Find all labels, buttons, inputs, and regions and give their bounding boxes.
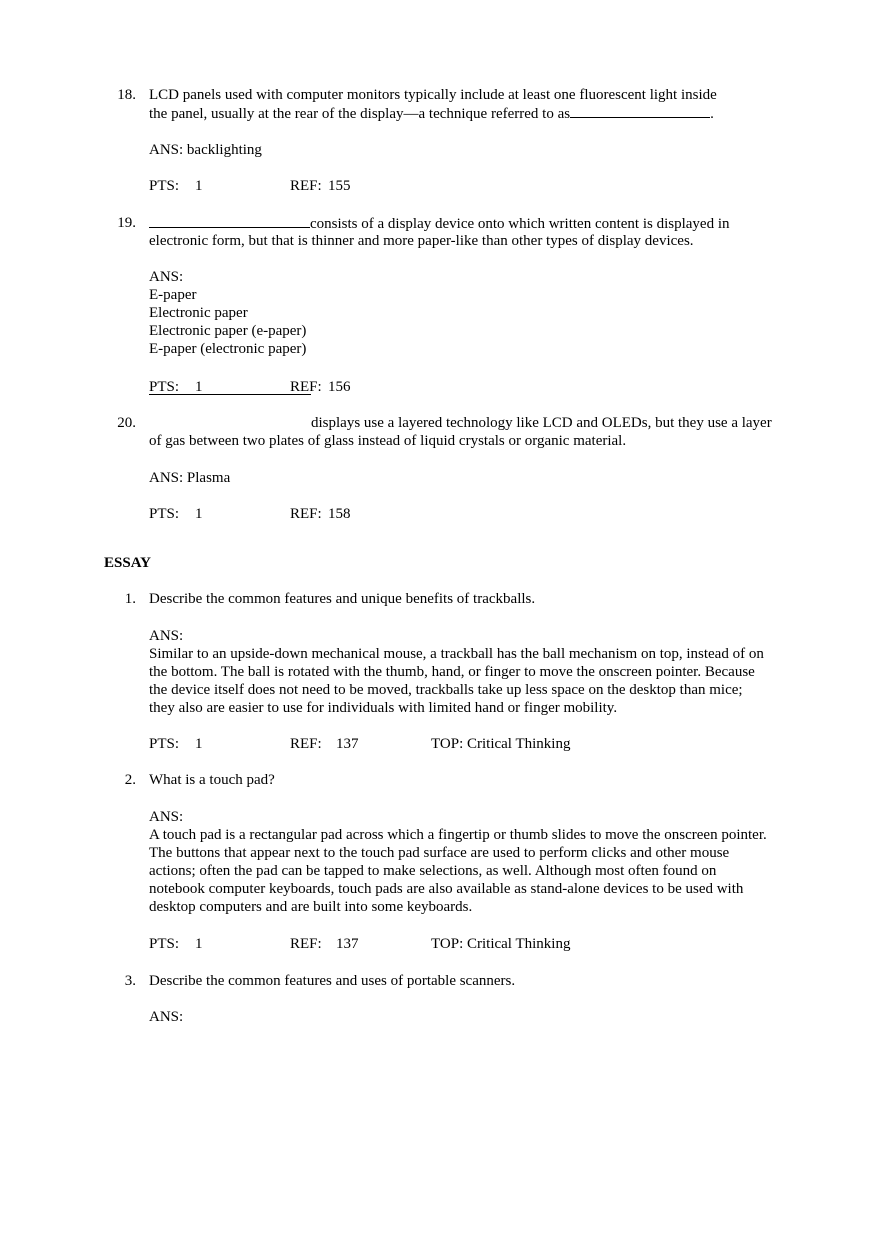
answer-blank — [149, 214, 310, 228]
section-heading: ESSAY — [104, 555, 151, 571]
question-text: electronic form, but that is thinner and more paper-like than other types of display devices. — [149, 233, 694, 249]
pts-label: PTS: — [149, 736, 180, 752]
answer-blank — [149, 394, 311, 395]
pts-label: PTS: — [149, 936, 180, 952]
question-text: Describe the common features and uses of portable scanners. — [149, 973, 516, 989]
question-number: 2. — [124, 772, 136, 788]
ref-value: 137 — [336, 736, 359, 752]
answer-label: ANS: — [149, 809, 184, 825]
question-text: the panel, usually at the rear of the display—a technique referred to as . — [149, 106, 714, 122]
ref-value: 158 — [328, 506, 351, 522]
question-text: of gas between two plates of glass instead of liquid crystals or organic material. — [149, 433, 627, 449]
ref-label: REF: — [290, 736, 322, 752]
pts-value: 1 — [195, 936, 203, 952]
answer: ANS: Plasma — [149, 470, 231, 486]
question-number: 18. — [117, 87, 136, 103]
answer-line: actions; often the pad can be tapped to make selections, as well. Although most often found on — [149, 863, 717, 879]
answer: Electronic paper (e-paper) — [149, 323, 307, 339]
answer-line: the bottom. The ball is rotated with the thumb, hand, or finger to move the onscreen pointer. Because — [149, 664, 755, 680]
pts-value: 1 — [195, 379, 203, 395]
question-text: What is a touch pad? — [149, 772, 275, 788]
answer-label: ANS: — [149, 269, 184, 285]
answer: Electronic paper — [149, 305, 248, 321]
answer-line: A touch pad is a rectangular pad across which a fingertip or thumb slides to move the onscreen pointer. — [149, 827, 767, 843]
pts-value: 1 — [195, 506, 203, 522]
question-text: LCD panels used with computer monitors typically include at least one fluorescent light inside — [149, 87, 717, 103]
answer: E-paper — [149, 287, 197, 303]
pts-value: 1 — [195, 736, 203, 752]
topic: TOP: Critical Thinking — [431, 736, 571, 752]
answer-line: Similar to an upside-down mechanical mouse, a trackball has the ball mechanism on top, instead of on — [149, 646, 764, 662]
topic: TOP: Critical Thinking — [431, 936, 571, 952]
answer-label: ANS: — [149, 1009, 184, 1025]
pts-label: PTS: — [149, 379, 180, 395]
answer-line: the device itself does not need to be moved, trackballs take up less space on the desktop than mice; — [149, 682, 743, 698]
ref-value: 155 — [328, 178, 351, 194]
question-number: 3. — [124, 973, 136, 989]
pts-label: PTS: — [149, 178, 180, 194]
answer-label: ANS: — [149, 628, 184, 644]
answer: E-paper (electronic paper) — [149, 341, 307, 357]
question-number: 20. — [117, 415, 136, 431]
question-text: displays use a layered technology like LCD and OLEDs, but they use a layer — [311, 415, 772, 431]
pts-value: 1 — [195, 178, 203, 194]
ref-value: 156 — [328, 379, 351, 395]
answer-line: desktop computers and are built into some keyboards. — [149, 899, 473, 915]
question-number: 1. — [124, 591, 136, 607]
question-text: consists of a display device onto which written content is displayed in — [149, 214, 730, 233]
ref-label: REF: — [290, 936, 322, 952]
answer-line: notebook computer keyboards, touch pads are also available as stand-alone devices to be used with — [149, 881, 744, 897]
ref-label: REF: — [290, 506, 322, 522]
ref-value: 137 — [336, 936, 359, 952]
question-text: Describe the common features and unique benefits of trackballs. — [149, 591, 536, 607]
answer: ANS: backlighting — [149, 142, 262, 158]
ref-label: REF: — [290, 379, 322, 395]
answer-blank — [570, 104, 710, 118]
ref-label: REF: — [290, 178, 322, 194]
answer-line: The buttons that appear next to the touch pad surface are used to perform clicks and other mouse — [149, 845, 730, 861]
answer-line: they also are easier to use for individuals with limited hand or finger mobility. — [149, 700, 618, 716]
pts-label: PTS: — [149, 506, 180, 522]
question-number: 19. — [117, 215, 136, 231]
